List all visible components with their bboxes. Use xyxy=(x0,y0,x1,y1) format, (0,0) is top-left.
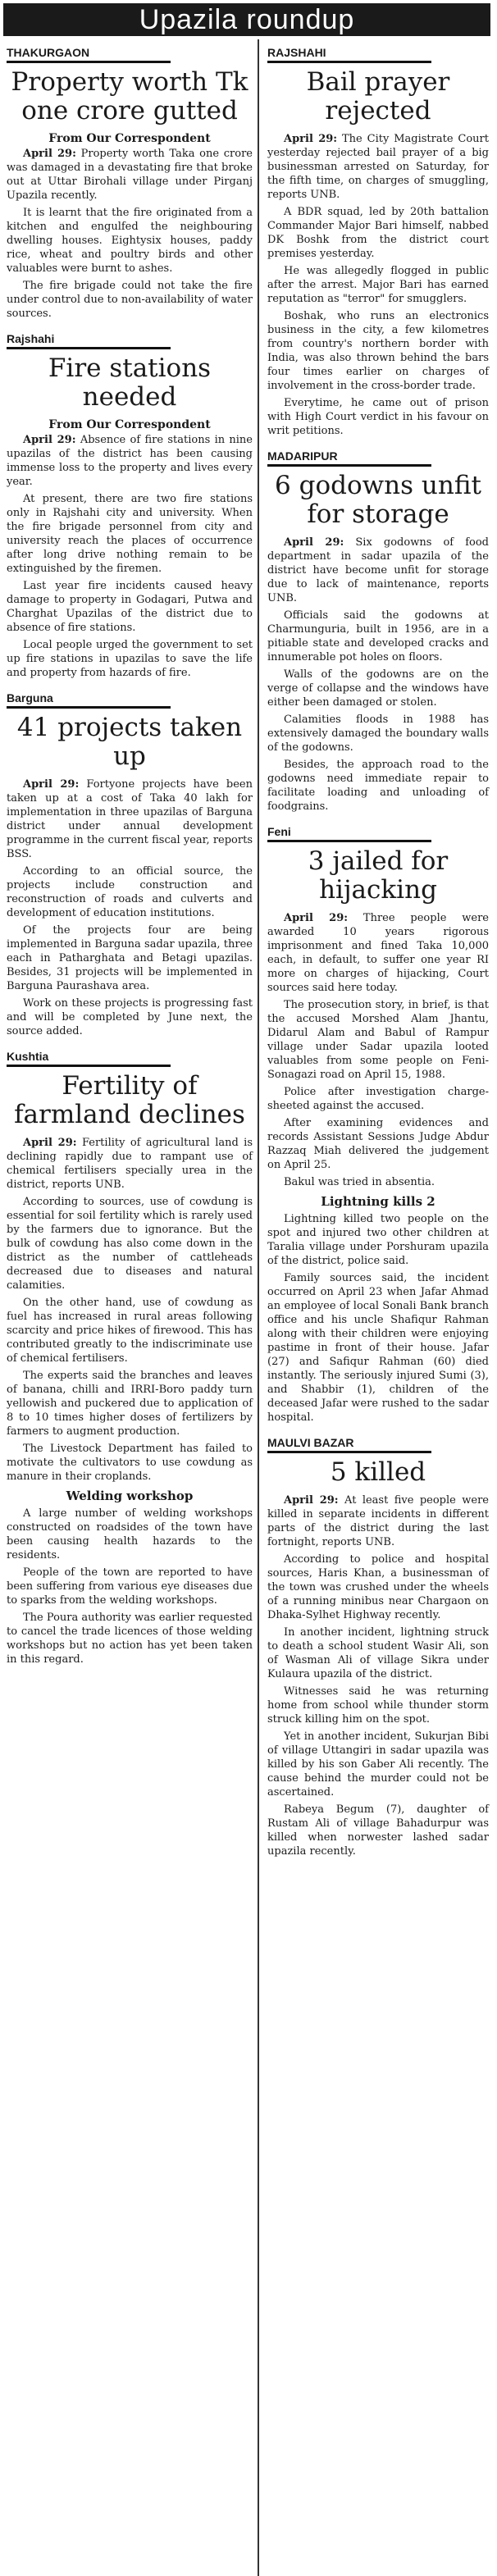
paragraph: In another incident, lightning struck to death a school student Wasir Ali, son of Wasman Ali of village Sikra under Kulaura upazila of the district. xyxy=(267,1626,489,1680)
column-divider xyxy=(258,39,259,2576)
paragraph xyxy=(267,132,489,202)
paragraph: Bakul was tried in absentia. xyxy=(284,1176,435,1188)
date: April 29: xyxy=(284,1494,339,1507)
paragraph xyxy=(267,911,489,995)
paragraph: Everytime, he came out of prison with High Court verdict in his favour on writ petitions. xyxy=(267,397,489,437)
paragraph: A large number of welding workshops constructed on roadsides of the town have been causing health hazards to the residents. xyxy=(7,1507,253,1562)
paragraph: The prosecution story, in brief, is that the accused Morshed Alam Jhantu, Didarul Alam and Babul of Rampur village under Sadar upazila looted valuables from some people on Feni-Sonagazi road on April 15, 1988. xyxy=(267,999,489,1081)
paragraph-text: Property worth Taka one crore was damaged in a devastating fire that broke out at Uttar Birohali village under Pirganj Upazila recently. xyxy=(7,148,253,202)
paragraph: Local people urged the government to set up fire stations in upazilas to save the life and property from hazards of fire. xyxy=(7,639,253,679)
paragraph-text: Fortyone projects have been taken up at a cost of Taka 40 lakh for implementation in three upazilas of Barguna district under annual development programme in the current fiscal year, reports BSS. xyxy=(7,778,253,860)
paragraph: The fire brigade could not take the fire under control due to non-availability of water sources. xyxy=(7,280,253,320)
paragraph xyxy=(267,536,489,605)
section-banner: Upazila roundup xyxy=(3,3,490,36)
article-godowns xyxy=(267,449,489,814)
article-barguna xyxy=(7,691,253,1038)
paragraph: Witnesses said he was returning home from school while thunder storm struck killing him on the spot. xyxy=(267,1685,489,1726)
paragraph: After examining evidences and records Assistant Sessions Judge Abdur Razzaq Miah delivered the judgement on April 25. xyxy=(267,1117,489,1171)
headline: Bail prayer rejected xyxy=(306,67,450,125)
right-column xyxy=(267,46,489,2573)
article-bail xyxy=(267,46,489,438)
paragraph: At present, there are two fire stations only in Rajshahi city and university. When the fire brigade personnel from city and university reach the places of occurrence after long drive nothing remain to be extinguished by the firemen. xyxy=(7,493,253,575)
article-maulvi-bazar xyxy=(267,1436,489,1858)
dateline: Feni xyxy=(267,825,431,842)
paragraph: According to an official source, the projects include construction and reconstruction of roads and culverts and development of education institutions. xyxy=(7,865,253,919)
headline: 3 jailed for hijacking xyxy=(308,846,449,905)
paragraph: According to sources, use of cowdung is essential for soil fertility which is rarely used by the farmers due to ignorance. But the bulk of cowdung has also come down in the district as the number of cattleheads decreased due to diseases and natural calamities. xyxy=(7,1196,253,1292)
paragraph-text: Three people were awarded 10 years rigorous imprisonment and fined Taka 10,000 each, in default, to suffer one year RI more on charges of hijacking, Court sources said here today. xyxy=(267,912,489,994)
paragraph: Officials said the godowns at Charmunguria, built in 1956, are in a pitiable state and developed cracks and innumerable pot holes on floors. xyxy=(267,609,489,663)
paragraph: Last year fire incidents caused heavy damage to property in Godagari, Putwa and Charghat Upazilas of the district due to absence of fire stations. xyxy=(7,580,253,634)
paragraph: The Poura authority was earlier requested to cancel the trade licences of those welding workshops but no action has yet been taken in this regard. xyxy=(7,1612,253,1666)
headline: 41 projects taken up xyxy=(16,713,243,771)
byline: From Our Correspondent xyxy=(48,418,211,431)
paragraph xyxy=(7,1136,253,1192)
dateline: Rajshahi xyxy=(7,332,171,349)
paragraph: Besides, the approach road to the godowns need immediate repair to facilitate loading and unloading of foodgrains. xyxy=(267,759,489,813)
headline: 5 killed xyxy=(330,1457,426,1487)
paragraph: According to police and hospital sources, Haris Khan, a businessman of the town was crushed under the wheels of a running minibus near Chargaon on Dhaka-Sylhet Highway recently. xyxy=(267,1553,489,1621)
paragraph: Yet in another incident, Sukurjan Bibi of village Uttangiri in sadar upazila was killed by his son Gaber Ali recently. The cause behind the murder could not be ascertained. xyxy=(267,1730,489,1799)
dateline: MAULVI BAZAR xyxy=(267,1436,431,1453)
paragraph: Of the projects four are being implemented in Barguna sadar upazila, three each in Patharghata and Betagi upazilas. Besides, 31 projects will be implemented in Barguna Paurashava area. xyxy=(7,924,253,992)
paragraph: The Livestock Department has failed to motivate the cultivators to use cowdung as manure in their croplands. xyxy=(7,1443,253,1483)
paragraph: Lightning killed two people on the spot and injured two other children at Taralia village under Porshuram upazila of the district, police said. xyxy=(267,1213,489,1267)
date: April 29: xyxy=(23,148,76,160)
paragraph-text: Fertility of agricultural land is declining rapidly due to rampant use of chemical fertilisers specially urea in the district, reports UNB. xyxy=(7,1137,253,1191)
dateline: MADARIPUR xyxy=(267,449,431,467)
dateline: THAKURGAON xyxy=(7,46,171,63)
paragraph xyxy=(7,777,253,861)
paragraph: People of the town are reported to have been suffering from various eye diseases due to sparks from the welding workshops. xyxy=(7,1566,253,1607)
paragraph: Calamities floods in 1988 has extensively damaged the boundary walls of the godowns. xyxy=(267,714,489,754)
date: April 29: xyxy=(23,1137,77,1149)
headline: Property worth Tk one crore gutted xyxy=(11,67,248,125)
article-feni xyxy=(267,825,489,1425)
left-column xyxy=(7,46,253,2573)
headline: Fire stations needed xyxy=(48,353,212,412)
paragraph: A BDR squad, led by 20th battalion Commander Major Bari himself, nabbed DK Boshk from the district court premises yesterday. xyxy=(267,206,489,260)
byline: From Our Correspondent xyxy=(48,132,211,145)
dateline: RAJSHAHI xyxy=(267,46,431,63)
paragraph: Boshak, who runs an electronics business in the city, a few kilometres from country's northern border with India, was also thrown behind the bars four times earlier on charges of involvement in the cross-border trade. xyxy=(267,310,489,392)
article-rajshahi-fire xyxy=(7,332,253,680)
paragraph: Police after investigation charge-sheeted against the accused. xyxy=(267,1086,489,1112)
paragraph xyxy=(7,433,253,489)
paragraph-text: The City Magistrate Court yesterday rejected bail prayer of a big businessman arrested on Saturday, for the fifth time, on charges of smuggling, reports UNB. xyxy=(267,133,489,201)
paragraph xyxy=(267,1493,489,1549)
paragraph: Rabeya Begum (7), daughter of Rustam Ali of village Bahadurpur was killed when norwester lashed sadar upazila recently. xyxy=(267,1803,489,1858)
headline: 6 godowns unfit for storage xyxy=(275,471,481,529)
paragraph: Work on these projects is progressing fast and will be completed by June next, the source added. xyxy=(7,997,253,1037)
paragraph: Walls of the godowns are on the verge of collapse and the windows have either been damaged or stolen. xyxy=(267,668,489,709)
paragraph: It is learnt that the fire originated from a kitchen and engulfed the neighbouring dwelling houses. Eightysix houses, paddy rice, wheat and poultry birds and other valuables were burnt to ashes. xyxy=(7,207,253,275)
paragraph xyxy=(7,147,253,203)
paragraph-text: Absence of fire stations in nine upazilas of the district has been causing immense loss to the property and lives every year. xyxy=(7,434,253,488)
subheading: Lightning kills 2 xyxy=(321,1194,435,1209)
article-kushtia xyxy=(7,1050,253,1666)
paragraph: Family sources said, the incident occurred on April 23 when Jafar Ahmad an employee of local Sonali Bank branch office and his uncle Shafiqur Rahman along with their children were enjoying pastime in front of their house. Jafar (27) and Safiqur Rahman (60) died instantly. The seriously injured Sumi (3), and Shabbir (1), children of the deceased Jafar were rushed to the sadar hospital. xyxy=(267,1272,489,1424)
subheading: Welding workshop xyxy=(66,1489,194,1503)
date: April 29: xyxy=(23,434,76,446)
article-thakurgaon xyxy=(7,46,253,321)
dateline: Kushtia xyxy=(7,1050,171,1067)
date: April 29: xyxy=(284,912,349,924)
date: April 29: xyxy=(23,778,80,791)
dateline: Barguna xyxy=(7,691,171,709)
date: April 29: xyxy=(284,536,344,549)
paragraph: The experts said the branches and leaves of banana, chilli and IRRI-Boro paddy turn yellowish and puckered due to application of 8 to 10 times higher doses of fertilizers by farmers to augment production. xyxy=(7,1370,253,1438)
paragraph: He was allegedly flogged in public after the arrest. Major Bari has earned reputation as "terror" for smugglers. xyxy=(267,265,489,305)
paragraph-text: Six godowns of food department in sadar upazila of the district have become unfit for storage due to lack of maintenance, reports UNB. xyxy=(267,536,489,604)
paragraph-text: At least five people were killed in separate incidents in different parts of the district during the last fortnight, reports UNB. xyxy=(267,1494,489,1548)
date: April 29: xyxy=(284,133,338,145)
paragraph: On the other hand, use of cowdung as fuel has increased in rural areas following scarcity and price hikes of firewood. This has contributed greatly to the indiscriminate use of chemical fertilisers. xyxy=(7,1297,253,1365)
headline: Fertility of farmland declines xyxy=(14,1071,245,1129)
